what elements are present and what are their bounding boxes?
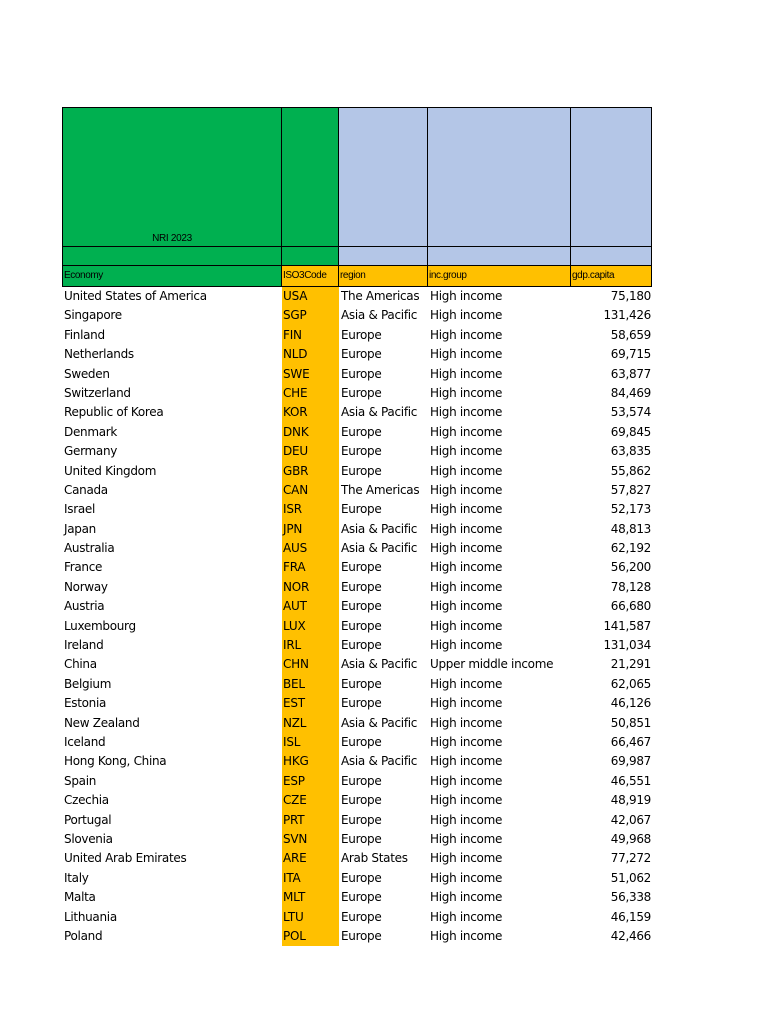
region-cell[interactable]: Europe — [341, 599, 382, 614]
iso-code-cell[interactable]: AUS — [282, 539, 339, 558]
gdp-capita-cell[interactable]: 42,067 — [610, 812, 651, 827]
iso-code-cell[interactable]: POL — [282, 927, 339, 946]
title-cell — [62, 107, 282, 247]
header-blank-gdp — [571, 107, 652, 247]
table-row — [62, 365, 652, 384]
economy-cell[interactable]: Denmark — [64, 424, 118, 439]
gdp-capita-cell[interactable]: 51,062 — [610, 870, 651, 885]
income-group-cell[interactable]: High income — [430, 909, 503, 924]
economy-cell[interactable]: France — [64, 560, 103, 575]
income-group-cell[interactable]: High income — [430, 327, 503, 342]
region-cell[interactable]: Asia & Pacific — [341, 308, 418, 323]
gdp-capita-cell[interactable]: 69,715 — [610, 347, 651, 362]
economy-cell[interactable]: Belgium — [64, 676, 112, 691]
economy-cell[interactable]: Estonia — [64, 696, 107, 711]
iso-code-cell[interactable]: SVN — [282, 830, 339, 849]
table-row — [62, 849, 652, 868]
spacer-cell — [571, 247, 652, 266]
spreadsheet — [62, 107, 652, 946]
economy-cell[interactable]: Ireland — [64, 638, 104, 653]
column-header-economy[interactable]: Economy — [62, 266, 282, 287]
table-row — [62, 442, 652, 461]
table-row — [62, 830, 652, 849]
header-blank-income — [428, 107, 571, 247]
region-cell[interactable]: Europe — [341, 502, 382, 517]
income-group-cell[interactable]: High income — [430, 405, 503, 420]
gdp-capita-cell[interactable]: 42,466 — [610, 928, 651, 943]
iso-code-cell[interactable]: CHE — [282, 384, 339, 403]
income-group-cell[interactable]: High income — [430, 851, 503, 866]
economy-cell[interactable]: Sweden — [64, 366, 110, 381]
iso-code-cell[interactable]: NZL — [282, 714, 339, 733]
economy-cell[interactable]: Japan — [64, 521, 96, 536]
table-row — [62, 714, 652, 733]
iso-code-cell[interactable]: IRL — [282, 636, 339, 655]
table-row — [62, 791, 652, 810]
region-cell[interactable]: Europe — [341, 463, 382, 478]
income-group-cell[interactable]: High income — [430, 347, 503, 362]
iso-code-cell[interactable]: FRA — [282, 558, 339, 577]
economy-cell[interactable]: Italy — [64, 870, 89, 885]
table-row — [62, 558, 652, 577]
economy-cell[interactable]: Hong Kong, China — [64, 754, 167, 769]
iso-code-cell[interactable]: USA — [282, 287, 339, 306]
gdp-capita-cell[interactable]: 63,877 — [610, 366, 651, 381]
table-row — [62, 752, 652, 771]
table-row — [62, 888, 652, 907]
table-row — [62, 306, 652, 325]
income-group-cell[interactable]: High income — [430, 618, 503, 633]
region-cell[interactable]: Europe — [341, 579, 382, 594]
iso-code-cell[interactable]: BEL — [282, 675, 339, 694]
iso-code-cell[interactable]: SWE — [282, 365, 339, 384]
gdp-capita-cell[interactable]: 48,813 — [610, 521, 651, 536]
income-group-cell[interactable]: High income — [430, 715, 503, 730]
economy-cell[interactable]: Iceland — [64, 734, 106, 749]
income-group-cell[interactable]: High income — [430, 638, 503, 653]
region-cell[interactable]: Europe — [341, 928, 382, 943]
column-header-region[interactable]: region — [339, 266, 428, 287]
region-cell[interactable]: Europe — [341, 618, 382, 633]
iso-code-cell[interactable]: DNK — [282, 423, 339, 442]
gdp-capita-cell[interactable]: 84,469 — [610, 385, 651, 400]
iso-code-cell[interactable]: CHN — [282, 655, 339, 674]
economy-cell[interactable]: Luxembourg — [64, 618, 136, 633]
spacer-cell — [62, 247, 282, 266]
iso-code-cell[interactable]: GBR — [282, 462, 339, 481]
table-row — [62, 326, 652, 345]
income-group-cell[interactable]: High income — [430, 560, 503, 575]
income-group-cell[interactable]: Upper middle income — [430, 657, 554, 672]
gdp-capita-cell[interactable]: 46,551 — [610, 773, 651, 788]
column-header-iso3code[interactable]: ISO3Code — [282, 266, 339, 287]
iso-code-cell[interactable]: LUX — [282, 617, 339, 636]
income-group-cell[interactable]: High income — [430, 754, 503, 769]
income-group-cell[interactable]: High income — [430, 424, 503, 439]
economy-cell[interactable]: Malta — [64, 890, 96, 905]
gdp-capita-cell[interactable]: 62,065 — [610, 676, 651, 691]
table-row — [62, 694, 652, 713]
income-group-cell[interactable]: High income — [430, 444, 503, 459]
table-row — [62, 597, 652, 616]
income-group-cell[interactable]: High income — [430, 599, 503, 614]
region-cell[interactable]: Europe — [341, 638, 382, 653]
gdp-capita-cell[interactable]: 50,851 — [610, 715, 651, 730]
region-cell[interactable]: Europe — [341, 793, 382, 808]
table-row — [62, 384, 652, 403]
region-cell[interactable]: Europe — [341, 385, 382, 400]
iso-code-cell[interactable]: ESP — [282, 772, 339, 791]
income-group-cell[interactable]: High income — [430, 734, 503, 749]
iso-code-cell[interactable]: HKG — [282, 752, 339, 771]
economy-cell[interactable]: New Zealand — [64, 715, 140, 730]
region-cell[interactable]: Europe — [341, 366, 382, 381]
economy-cell[interactable]: Czechia — [64, 793, 109, 808]
iso-code-cell[interactable]: CAN — [282, 481, 339, 500]
data-rows — [62, 287, 652, 946]
income-group-cell[interactable]: High income — [430, 463, 503, 478]
region-cell[interactable]: Asia & Pacific — [341, 657, 418, 672]
iso-code-cell[interactable]: FIN — [282, 326, 339, 345]
gdp-capita-cell[interactable]: 77,272 — [610, 851, 651, 866]
income-group-cell[interactable]: High income — [430, 676, 503, 691]
table-row — [62, 345, 652, 364]
table-row — [62, 927, 652, 946]
income-group-cell[interactable]: High income — [430, 870, 503, 885]
gdp-capita-cell[interactable]: 56,200 — [610, 560, 651, 575]
gdp-capita-cell[interactable]: 48,919 — [610, 793, 651, 808]
region-cell[interactable]: Europe — [341, 812, 382, 827]
region-cell[interactable]: Asia & Pacific — [341, 541, 418, 556]
region-cell[interactable]: Europe — [341, 734, 382, 749]
economy-cell[interactable]: Germany — [64, 444, 118, 459]
income-group-cell[interactable]: High income — [430, 928, 503, 943]
table-row — [62, 481, 652, 500]
economy-cell[interactable]: Canada — [64, 482, 108, 497]
economy-cell[interactable]: Norway — [64, 579, 108, 594]
economy-cell[interactable]: United Kingdom — [64, 463, 157, 478]
income-group-cell[interactable]: High income — [430, 773, 503, 788]
region-cell[interactable]: Europe — [341, 831, 382, 846]
region-cell[interactable]: Europe — [341, 327, 382, 342]
income-group-cell[interactable]: High income — [430, 521, 503, 536]
region-cell[interactable]: Europe — [341, 424, 382, 439]
economy-cell[interactable]: Spain — [64, 773, 97, 788]
table-row — [62, 520, 652, 539]
income-group-cell[interactable]: High income — [430, 482, 503, 497]
gdp-capita-cell[interactable]: 56,338 — [610, 890, 651, 905]
table-row — [62, 772, 652, 791]
income-group-cell[interactable]: High income — [430, 366, 503, 381]
economy-cell[interactable]: Finland — [64, 327, 105, 342]
gdp-capita-cell[interactable]: 78,128 — [610, 579, 651, 594]
column-header-income-group[interactable]: inc.group — [428, 266, 571, 287]
table-row — [62, 908, 652, 927]
gdp-capita-cell[interactable]: 58,659 — [610, 327, 651, 342]
economy-cell[interactable]: China — [64, 657, 97, 672]
income-group-cell[interactable]: High income — [430, 793, 503, 808]
iso-code-cell[interactable]: KOR — [282, 403, 339, 422]
iso-code-cell[interactable]: ARE — [282, 849, 339, 868]
table-row — [62, 500, 652, 519]
table-row — [62, 578, 652, 597]
iso-code-cell[interactable]: MLT — [282, 888, 339, 907]
table-row — [62, 675, 652, 694]
region-cell[interactable]: Arab States — [341, 851, 408, 866]
iso-code-cell[interactable]: ISR — [282, 500, 339, 519]
income-group-cell[interactable]: High income — [430, 289, 503, 303]
region-cell[interactable]: The Americas — [341, 482, 420, 497]
income-group-cell[interactable]: High income — [430, 579, 503, 594]
income-group-cell[interactable]: High income — [430, 385, 503, 400]
gdp-capita-cell[interactable]: 55,862 — [610, 463, 651, 478]
table-row — [62, 733, 652, 752]
income-group-cell[interactable]: High income — [430, 502, 503, 517]
iso-code-cell[interactable]: ISL — [282, 733, 339, 752]
header-spacer-row — [62, 247, 652, 266]
region-cell[interactable]: Europe — [341, 773, 382, 788]
table-row — [62, 655, 652, 674]
iso-code-cell[interactable]: AUT — [282, 597, 339, 616]
header-blank-iso — [282, 107, 339, 247]
economy-cell[interactable]: Lithuania — [64, 909, 117, 924]
economy-cell[interactable]: Austria — [64, 599, 105, 614]
income-group-cell[interactable]: High income — [430, 890, 503, 905]
gdp-capita-cell[interactable]: 66,680 — [610, 599, 651, 614]
gdp-capita-cell[interactable]: 57,827 — [610, 482, 651, 497]
iso-code-cell[interactable]: NLD — [282, 345, 339, 364]
gdp-capita-cell[interactable]: 46,126 — [610, 696, 651, 711]
economy-cell[interactable]: Republic of Korea — [64, 405, 164, 420]
income-group-cell[interactable]: High income — [430, 541, 503, 556]
gdp-capita-cell[interactable]: 52,173 — [610, 502, 651, 517]
region-cell[interactable]: Europe — [341, 870, 382, 885]
iso-code-cell[interactable]: DEU — [282, 442, 339, 461]
header-blank-region — [339, 107, 428, 247]
column-header-row — [62, 266, 652, 287]
economy-cell[interactable]: Slovenia — [64, 831, 113, 846]
gdp-capita-cell[interactable]: 75,180 — [610, 289, 651, 303]
income-group-cell[interactable]: High income — [430, 308, 503, 323]
header-block — [62, 107, 652, 247]
spacer-cell — [428, 247, 571, 266]
iso-code-cell[interactable]: JPN — [282, 520, 339, 539]
gdp-capita-cell[interactable]: 21,291 — [610, 657, 651, 672]
iso-code-cell[interactable]: PRT — [282, 811, 339, 830]
gdp-capita-cell[interactable]: 62,192 — [610, 541, 651, 556]
gdp-capita-cell[interactable]: 63,835 — [610, 444, 651, 459]
region-cell[interactable]: Europe — [341, 890, 382, 905]
iso-code-cell[interactable]: SGP — [282, 306, 339, 325]
gdp-capita-cell[interactable]: 131,034 — [603, 638, 651, 653]
region-cell[interactable]: Europe — [341, 696, 382, 711]
region-cell[interactable]: Europe — [341, 347, 382, 362]
table-row — [62, 462, 652, 481]
table-row — [62, 287, 652, 306]
region-cell[interactable]: Asia & Pacific — [341, 405, 418, 420]
economy-cell[interactable]: Netherlands — [64, 347, 134, 362]
region-cell[interactable]: Europe — [341, 560, 382, 575]
iso-code-cell[interactable]: LTU — [282, 908, 339, 927]
region-cell[interactable]: Asia & Pacific — [341, 754, 418, 769]
economy-cell[interactable]: United Arab Emirates — [64, 851, 187, 866]
gdp-capita-cell[interactable]: 131,426 — [603, 308, 651, 323]
economy-cell[interactable]: Portugal — [64, 812, 112, 827]
table-row — [62, 539, 652, 558]
gdp-capita-cell[interactable]: 66,467 — [610, 734, 651, 749]
income-group-cell[interactable]: High income — [430, 831, 503, 846]
spacer-cell — [282, 247, 339, 266]
iso-code-cell[interactable]: NOR — [282, 578, 339, 597]
region-cell[interactable]: Asia & Pacific — [341, 715, 418, 730]
table-row — [62, 636, 652, 655]
column-header-gdp-capita[interactable]: gdp.capita — [571, 266, 652, 287]
income-group-cell[interactable]: High income — [430, 812, 503, 827]
table-row — [62, 403, 652, 422]
region-cell[interactable]: Asia & Pacific — [341, 521, 418, 536]
income-group-cell[interactable]: High income — [430, 696, 503, 711]
table-row — [62, 811, 652, 830]
economy-cell[interactable]: Switzerland — [64, 385, 131, 400]
nri-title: NRI 2023 — [152, 233, 192, 244]
iso-code-cell[interactable]: EST — [282, 694, 339, 713]
economy-cell[interactable]: Singapore — [64, 308, 122, 323]
gdp-capita-cell[interactable]: 46,159 — [610, 909, 651, 924]
table-row — [62, 869, 652, 888]
gdp-capita-cell[interactable]: 69,987 — [610, 754, 651, 769]
gdp-capita-cell[interactable]: 69,845 — [610, 424, 651, 439]
spacer-cell — [339, 247, 428, 266]
economy-cell[interactable]: Poland — [64, 928, 103, 943]
region-cell[interactable]: Europe — [341, 909, 382, 924]
region-cell[interactable]: The Americas — [341, 289, 420, 303]
iso-code-cell[interactable]: CZE — [282, 791, 339, 810]
economy-cell[interactable]: United States of America — [64, 289, 207, 303]
economy-cell[interactable]: Israel — [64, 502, 95, 517]
table-row — [62, 617, 652, 636]
gdp-capita-cell[interactable]: 49,968 — [610, 831, 651, 846]
table-row — [62, 423, 652, 442]
iso-code-cell[interactable]: ITA — [282, 869, 339, 888]
region-cell[interactable]: Europe — [341, 676, 382, 691]
economy-cell[interactable]: Australia — [64, 541, 115, 556]
gdp-capita-cell[interactable]: 141,587 — [603, 618, 651, 633]
gdp-capita-cell[interactable]: 53,574 — [610, 405, 651, 420]
region-cell[interactable]: Europe — [341, 444, 382, 459]
